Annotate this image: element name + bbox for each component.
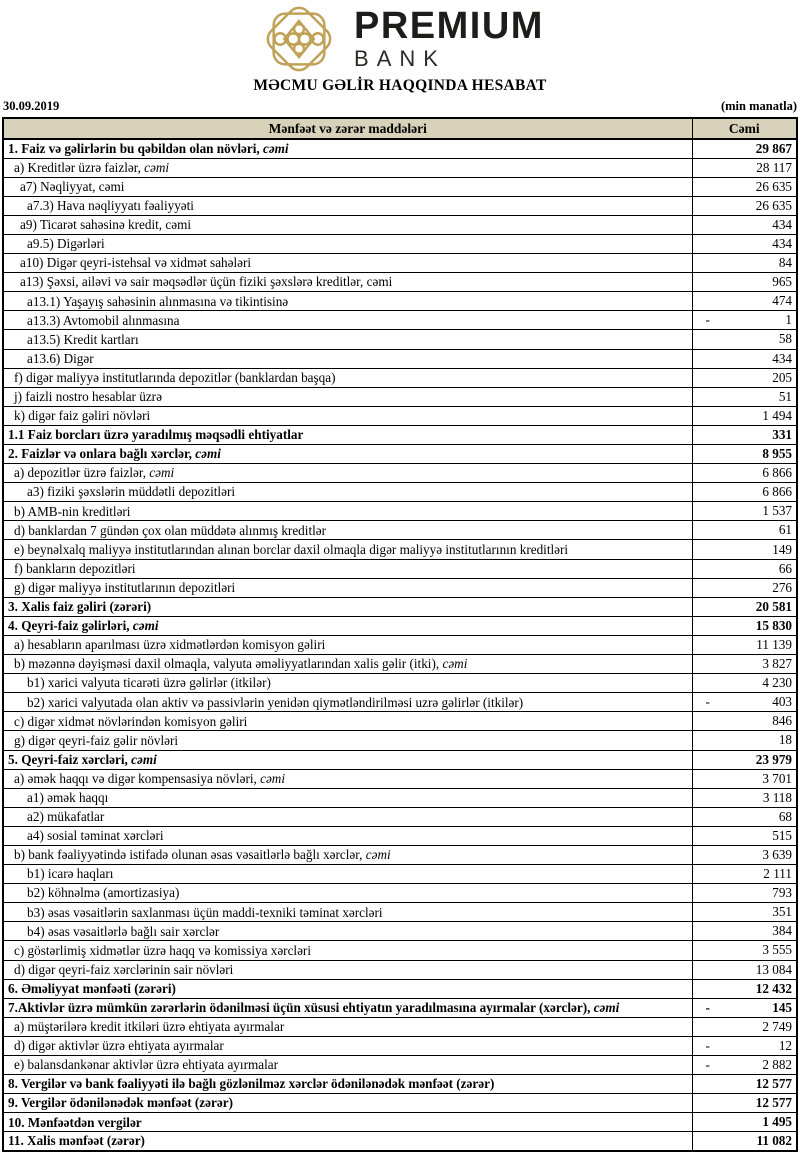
row-value: 434 xyxy=(692,349,797,368)
row-value: 331 xyxy=(692,425,797,444)
report-unit-note: (min manatla) xyxy=(720,99,797,113)
row-label: b3) əsas vəsaitlərin saxlanması üçün maddi-texniki təminat xərcləri xyxy=(3,903,692,922)
row-label: c) digər xidmət növlərindən komisyon gəliri xyxy=(3,712,692,731)
row-label: a9.5) Digərləri xyxy=(3,234,692,253)
row-label: 7.Aktivlər üzrə mümkün zərərlərin ödənilməsi üçün xüsusi ehtiyatın yaradılmasına ayırmalar (xərclər), cəmi xyxy=(3,998,692,1017)
row-label: f) digər maliyyə institutlarında depozitlər (banklardan başqa) xyxy=(3,368,692,387)
table-row xyxy=(3,254,797,273)
table-row xyxy=(3,826,797,845)
table-row xyxy=(3,998,797,1017)
row-value: 793 xyxy=(692,884,797,903)
brand-name: PREMIUM xyxy=(354,5,544,48)
table-row xyxy=(3,540,797,559)
row-label: b4) əsas vəsaitlərlə bağlı sair xərclər xyxy=(3,922,692,941)
row-label: b2) köhnəlmə (amortizasiya) xyxy=(3,884,692,903)
row-value: 6 866 xyxy=(692,483,797,502)
row-value: 205 xyxy=(692,368,797,387)
row-label: a4) sosial təminat xərcləri xyxy=(3,826,692,845)
row-label: 11. Xalis mənfəət (zərər) xyxy=(3,1132,692,1151)
table-row xyxy=(3,521,797,540)
table-row xyxy=(3,1094,797,1113)
row-label: 1. Faiz və gəlirlərin bu qəbildən olan növləri, cəmi xyxy=(3,139,692,158)
row-label: b1) icarə haqları xyxy=(3,865,692,884)
table-row xyxy=(3,655,797,674)
table-row xyxy=(3,750,797,769)
row-label: k) digər faiz gəliri növləri xyxy=(3,406,692,425)
row-value: - 1 xyxy=(692,311,797,330)
premium-bank-logo-icon xyxy=(256,3,342,75)
row-label: b) bank fəaliyyətində istifadə olunan əsas vəsaitlərlə bağlı xərclər, cəmi xyxy=(3,845,692,864)
row-value: 2 749 xyxy=(692,1017,797,1036)
row-label: 6. Əməliyyat mənfəəti (zərəri) xyxy=(3,979,692,998)
brand-header xyxy=(0,0,800,76)
table-row xyxy=(3,979,797,998)
row-value: 12 577 xyxy=(692,1094,797,1113)
table-row xyxy=(3,1075,797,1094)
row-label: 2. Faizlər və onlara bağlı xərclər, cəmi xyxy=(3,445,692,464)
row-value: 12 577 xyxy=(692,1075,797,1094)
row-label: a3) fiziki şəxslərin müddətli depozitləri xyxy=(3,483,692,502)
table-row xyxy=(3,941,797,960)
table-row xyxy=(3,330,797,349)
row-value: 51 xyxy=(692,387,797,406)
row-label: a2) mükafatlar xyxy=(3,807,692,826)
table-row xyxy=(3,502,797,521)
table-row xyxy=(3,693,797,712)
total-column-header: Cəmi xyxy=(692,118,797,139)
row-label: c) göstərlimiş xidmətlər üzrə haqq və komissiya xərcləri xyxy=(3,941,692,960)
row-value: 3 118 xyxy=(692,788,797,807)
table-row xyxy=(3,483,797,502)
table-row xyxy=(3,158,797,177)
row-value: 11 082 xyxy=(692,1132,797,1151)
row-value: 26 635 xyxy=(692,196,797,215)
table-row xyxy=(3,712,797,731)
row-value: 434 xyxy=(692,234,797,253)
table-row xyxy=(3,960,797,979)
brand-subname: BANK xyxy=(354,46,446,72)
row-value: 66 xyxy=(692,559,797,578)
table-row xyxy=(3,903,797,922)
row-value: 26 635 xyxy=(692,177,797,196)
row-label: g) digər qeyri-faiz gəlir növləri xyxy=(3,731,692,750)
row-value: 61 xyxy=(692,521,797,540)
row-label: 1.1 Faiz borcları üzrə yaradılmış məqsədli ehtiyatlar xyxy=(3,425,692,444)
brand-text xyxy=(354,7,544,70)
row-label: f) bankların depozitləri xyxy=(3,559,692,578)
row-label: a) hesabların aparılması üzrə xidmətlərdən komisyon gəliri xyxy=(3,635,692,654)
row-label: a) əmək haqqı və digər kompensasiya növləri, cəmi xyxy=(3,769,692,788)
row-value: 29 867 xyxy=(692,139,797,158)
row-value: 11 139 xyxy=(692,635,797,654)
row-label: a1) əmək haqqı xyxy=(3,788,692,807)
table-row xyxy=(3,1132,797,1151)
table-row xyxy=(3,884,797,903)
table-row xyxy=(3,406,797,425)
row-label: b) AMB-nin kreditləri xyxy=(3,502,692,521)
table-row xyxy=(3,425,797,444)
row-value: - 2 882 xyxy=(692,1056,797,1075)
row-label: g) digər maliyyə institutlarının depozitləri xyxy=(3,578,692,597)
row-label: a13) Şəxsi, ailəvi və sair məqsədlər üçün fiziki şəxslərə kreditlər, cəmi xyxy=(3,273,692,292)
table-row xyxy=(3,387,797,406)
table-row xyxy=(3,635,797,654)
report-date: 30.09.2019 xyxy=(3,99,60,113)
row-value: 434 xyxy=(692,215,797,234)
table-row xyxy=(3,1113,797,1132)
row-label: 3. Xalis faiz gəliri (zərəri) xyxy=(3,597,692,616)
table-row xyxy=(3,273,797,292)
row-label: b) məzənnə dəyişməsi daxil olmaqla, valyuta əməliyyatlarından xalis gəlir (itki), cəmi xyxy=(3,655,692,674)
table-row xyxy=(3,578,797,597)
report-table-body xyxy=(3,139,797,1151)
table-row xyxy=(3,865,797,884)
row-value: 3 827 xyxy=(692,655,797,674)
row-value: - 145 xyxy=(692,998,797,1017)
table-row xyxy=(3,788,797,807)
row-label: a13.3) Avtomobil alınmasına xyxy=(3,311,692,330)
row-label: a13.6) Digər xyxy=(3,349,692,368)
row-label: d) digər aktivlər üzrə ehtiyata ayırmalar xyxy=(3,1036,692,1055)
row-value: 1 537 xyxy=(692,502,797,521)
row-label: a9) Ticarət sahəsinə kredit, cəmi xyxy=(3,215,692,234)
row-label: 10. Mənfəətdən vergilər xyxy=(3,1113,692,1132)
row-label: a13.5) Kredit kartları xyxy=(3,330,692,349)
row-value: 13 084 xyxy=(692,960,797,979)
row-label: a) müştərilərə kredit itkiləri üzrə ehtiyata ayırmalar xyxy=(3,1017,692,1036)
table-row xyxy=(3,139,797,158)
row-label: 4. Qeyri-faiz gəlirləri, cəmi xyxy=(3,616,692,635)
row-label: 8. Vergilər və bank fəaliyyəti ilə bağlı gözlənilməz xərclər ödənilənədək mənfəət (zərər) xyxy=(3,1075,692,1094)
table-row xyxy=(3,922,797,941)
table-row xyxy=(3,292,797,311)
row-value: 6 866 xyxy=(692,464,797,483)
row-value: 15 830 xyxy=(692,616,797,635)
row-label: a) depozitlər üzrə faizlər, cəmi xyxy=(3,464,692,483)
table-row xyxy=(3,845,797,864)
row-value: - 403 xyxy=(692,693,797,712)
row-value: 8 955 xyxy=(692,445,797,464)
table-row xyxy=(3,1017,797,1036)
income-statement-table xyxy=(2,117,798,1152)
row-label: b2) xarici valyutada olan aktiv və passivlərin yenidən qiymətləndirilməsi uzrə gəlirlər (itkilər) xyxy=(3,693,692,712)
row-label: a) Kreditlər üzrə faizlər, cəmi xyxy=(3,158,692,177)
row-value: 23 979 xyxy=(692,750,797,769)
row-value: 18 xyxy=(692,731,797,750)
row-value: - 12 xyxy=(692,1036,797,1055)
row-value: 3 639 xyxy=(692,845,797,864)
table-row xyxy=(3,731,797,750)
table-row xyxy=(3,234,797,253)
table-row xyxy=(3,464,797,483)
table-row xyxy=(3,368,797,387)
row-value: 474 xyxy=(692,292,797,311)
report-title: MƏCMU GƏLİR HAQQINDA HESABAT xyxy=(253,77,547,94)
row-value: 384 xyxy=(692,922,797,941)
row-label: e) beynəlxalq maliyyə institutlarından alınan borclar daxil olmaqla digər maliyyə institutlarının kreditləri xyxy=(3,540,692,559)
row-label: 9. Vergilər ödənilənədək mənfəət (zərər) xyxy=(3,1094,692,1113)
row-label: a10) Digər qeyri-istehsal və xidmət sahələri xyxy=(3,254,692,273)
table-row xyxy=(3,349,797,368)
row-value: 276 xyxy=(692,578,797,597)
row-value: 68 xyxy=(692,807,797,826)
row-label: j) faizli nostro hesablar üzrə xyxy=(3,387,692,406)
row-value: 20 581 xyxy=(692,597,797,616)
table-row xyxy=(3,215,797,234)
table-row xyxy=(3,769,797,788)
report-meta xyxy=(0,95,800,117)
row-label: a13.1) Yaşayış sahəsinin alınmasına və tikintisinə xyxy=(3,292,692,311)
row-value: 351 xyxy=(692,903,797,922)
row-value: 4 230 xyxy=(692,674,797,693)
table-row xyxy=(3,445,797,464)
table-row xyxy=(3,807,797,826)
row-value: 1 495 xyxy=(692,1113,797,1132)
row-value: 1 494 xyxy=(692,406,797,425)
table-row xyxy=(3,311,797,330)
row-label: a7.3) Hava nəqliyyatı fəaliyyəti xyxy=(3,196,692,215)
table-row xyxy=(3,177,797,196)
table-row xyxy=(3,1036,797,1055)
row-label: b1) xarici valyuta ticarəti üzrə gəlirlər (itkilər) xyxy=(3,674,692,693)
row-value: 84 xyxy=(692,254,797,273)
items-column-header: Mənfəət və zərər maddələri xyxy=(3,118,692,139)
row-value: 12 432 xyxy=(692,979,797,998)
row-label: a7) Nəqliyyat, cəmi xyxy=(3,177,692,196)
table-header-row xyxy=(3,118,797,139)
row-value: 28 117 xyxy=(692,158,797,177)
table-row xyxy=(3,616,797,635)
table-row xyxy=(3,597,797,616)
table-row xyxy=(3,196,797,215)
table-row xyxy=(3,674,797,693)
row-label: e) balansdankənar aktivlər üzrə ehtiyata ayırmalar xyxy=(3,1056,692,1075)
row-value: 965 xyxy=(692,273,797,292)
row-value: 846 xyxy=(692,712,797,731)
table-row xyxy=(3,559,797,578)
row-value: 58 xyxy=(692,330,797,349)
table-row xyxy=(3,1056,797,1075)
row-label: d) banklardan 7 gündən çox olan müddətə alınmış kreditlər xyxy=(3,521,692,540)
row-value: 2 111 xyxy=(692,865,797,884)
row-value: 515 xyxy=(692,826,797,845)
row-value: 3 555 xyxy=(692,941,797,960)
row-label: 5. Qeyri-faiz xərcləri, cəmi xyxy=(3,750,692,769)
row-value: 149 xyxy=(692,540,797,559)
row-value: 3 701 xyxy=(692,769,797,788)
row-label: d) digər qeyri-faiz xərclərinin sair növləri xyxy=(3,960,692,979)
